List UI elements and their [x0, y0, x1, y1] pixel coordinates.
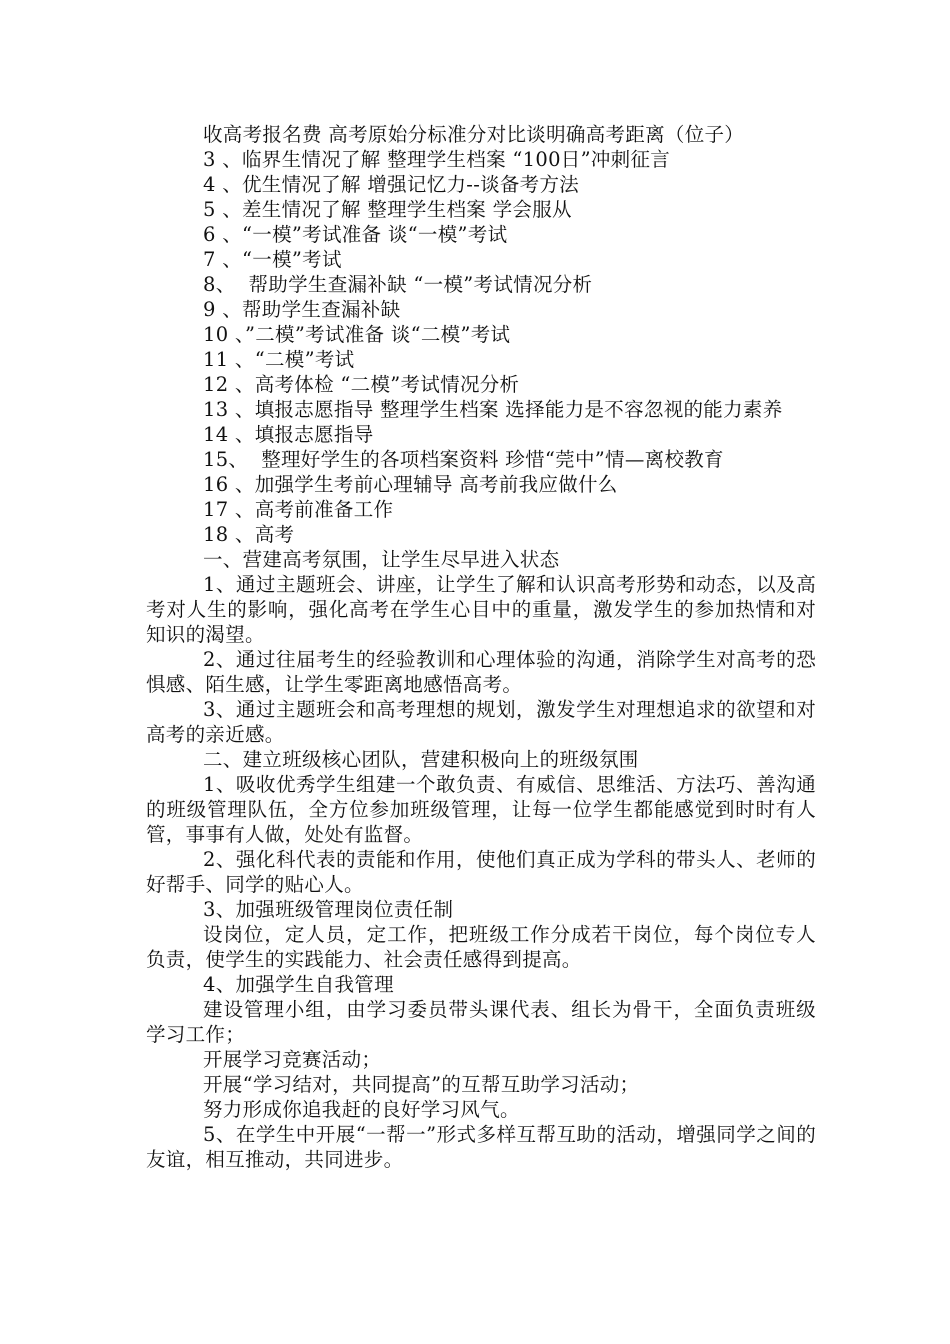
paragraph: 收高考报名费 高考原始分标准分对比谈明确高考距离（位子） — [203, 123, 745, 146]
text-line: 3 、临界生情况了解 整理学生档案 “100日”冲刺征言 — [203, 148, 671, 171]
text-line: 10 、”二模”考试准备 谈“二模”考试 — [203, 323, 511, 346]
text-line: 15、 整理好学生的各项档案资料 珍惜“莞中”情—离校教育 — [203, 448, 724, 471]
text-line: 12 、高考体检 “二模”考试情况分析 — [203, 373, 520, 396]
paragraph: 2、通过往届考生的经验教训和心理体验的沟通，消除学生对高考的恐惧感、陌生感，让学生零距离地感悟高考。 — [146, 648, 816, 696]
paragraph: 建设管理小组，由学习委员带头课代表、组长为骨干，全面负责班级学习工作； — [146, 998, 816, 1046]
text-line: 16 、加强学生考前心理辅导 高考前我应做什么 — [203, 473, 618, 496]
document-body — [146, 122, 816, 1172]
text-line: 4 、优生情况了解 增强记忆力--谈备考方法 — [203, 173, 580, 196]
paragraph: 3、通过主题班会和高考理想的规划，激发学生对理想追求的欲望和对高考的亲近感。 — [146, 698, 816, 746]
text-line: 18 、高考 — [203, 523, 295, 546]
paragraph: 设岗位，定人员，定工作，把班级工作分成若干岗位，每个岗位专人负责，使学生的实践能力、社会责任感得到提高。 — [146, 923, 816, 971]
text-line: 二、建立班级核心团队，营建积极向上的班级氛围 — [203, 748, 639, 771]
paragraph: 13 、填报志愿指导 整理学生档案 选择能力是不容忽视的能力素养 — [203, 398, 783, 421]
paragraph: 2、强化科代表的责能和作用，使他们真正成为学科的带头人、老师的好帮手、同学的贴心人。 — [146, 848, 816, 896]
text-line: 9 、帮助学生查漏补缺 — [203, 298, 401, 321]
text-line: 6 、“一模”考试准备 谈“一模”考试 — [203, 223, 508, 246]
paragraph: 1、通过主题班会、讲座，让学生了解和认识高考形势和动态，以及高考对人生的影响，强化高考在学生心目中的重量，激发学生的参加热情和对知识的渴望。 — [146, 573, 816, 646]
text-line: 开展学习竞赛活动； — [203, 1048, 382, 1071]
text-line: 一、营建高考氛围，让学生尽早进入状态 — [203, 548, 560, 571]
text-line: 11 、“二模”考试 — [203, 348, 355, 371]
paragraph: 1、吸收优秀学生组建一个敢负责、有威信、思维活、方法巧、善沟通的班级管理队伍，全方位参加班级管理，让每一位学生都能感觉到时时有人管，事事有人做，处处有监督。 — [146, 773, 816, 846]
text-line: 5 、差生情况了解 整理学生档案 学会服从 — [203, 198, 572, 221]
text-line: 7 、“一模”考试 — [203, 248, 342, 271]
text-line: 努力形成你追我赶的良好学习风气。 — [203, 1098, 520, 1121]
text-line: 8、 帮助学生查漏补缺 “一模”考试情况分析 — [203, 273, 593, 296]
text-line: 4、加强学生自我管理 — [203, 973, 394, 996]
paragraph: 5、在学生中开展“一帮一”形式多样互帮互助的活动，增强同学之间的友谊，相互推动，共同进步。 — [146, 1123, 816, 1171]
text-line: 开展“学习结对，共同提高”的互帮互助学习活动； — [203, 1073, 640, 1096]
text-line: 17 、高考前准备工作 — [203, 498, 394, 521]
text-line: 14 、填报志愿指导 — [203, 423, 374, 446]
text-line: 3、加强班级管理岗位责任制 — [203, 898, 454, 921]
